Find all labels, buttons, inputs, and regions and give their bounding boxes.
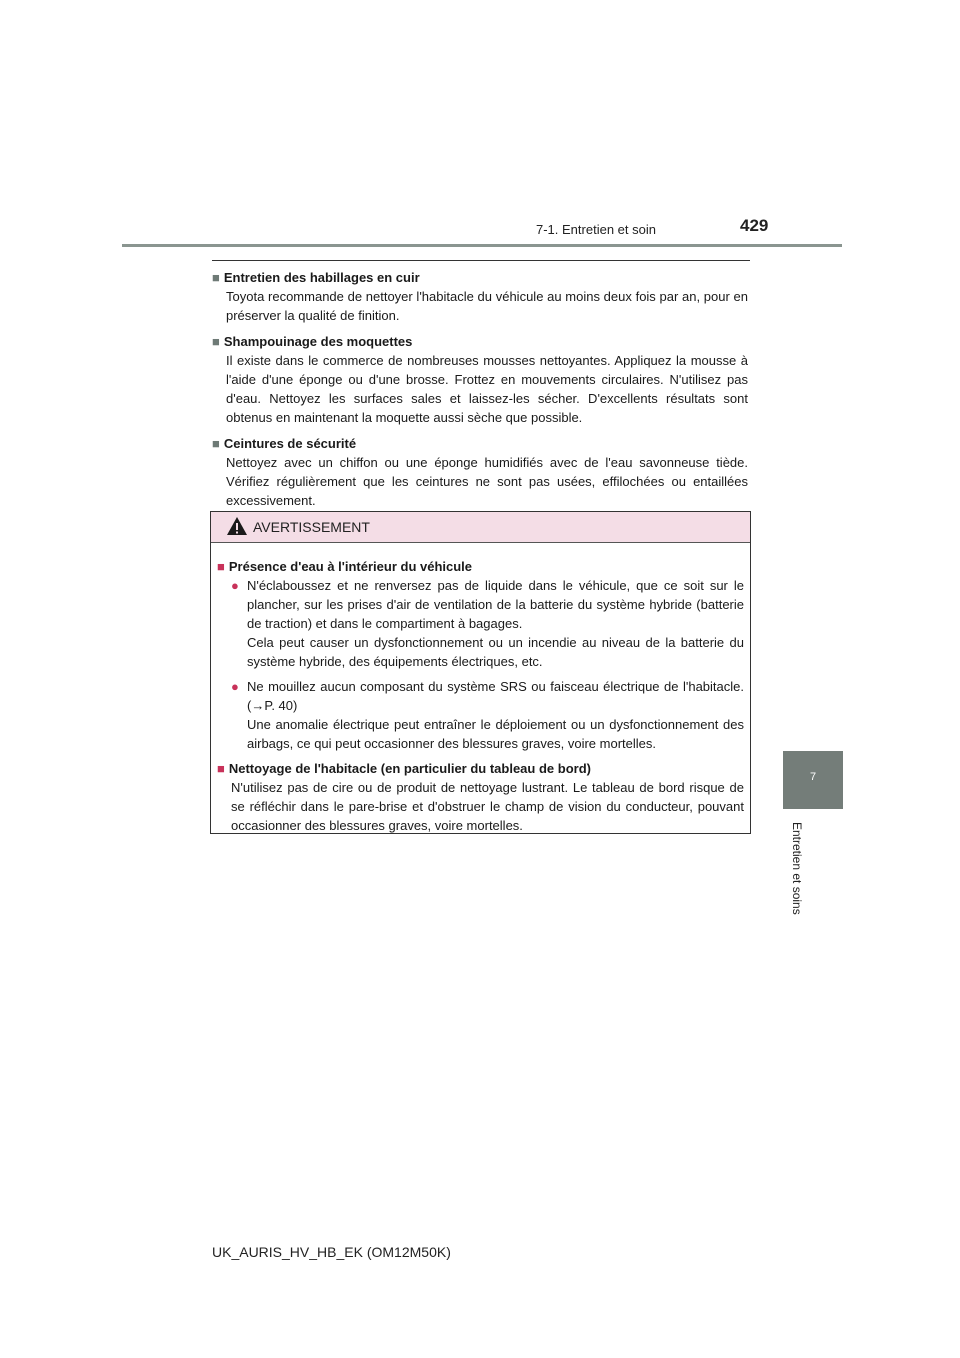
chapter-number: 7 [809, 771, 817, 783]
warning-bullet [231, 576, 744, 671]
bullet-text: Une anomalie électrique peut entraîner le déploiement ou un dysfonctionnement des airbags, ce qui peut occasionner des blessures graves, voire mortelles. [247, 717, 744, 751]
warning-section-title: Nettoyage de l'habitacle (en particulier du tableau de bord) [228, 761, 591, 776]
chapter-tab [783, 751, 843, 809]
main-content [212, 268, 748, 517]
footer-code: UK_AURIS_HV_HB_EK (OM12M50K) [212, 1244, 451, 1260]
square-bullet-icon: ■ [212, 270, 220, 285]
warning-section-title: Présence d'eau à l'intérieur du véhicule [228, 559, 473, 574]
chapter-label: Entretien et soins [790, 822, 804, 915]
warning-header [211, 512, 750, 543]
section-body: Nettoyez avec un chiffon ou une éponge humidifiés avec de l'eau savonneuse tiède. Vérifiez régulièrement que les ceintures ne sont pas usées, effilochées ou entaillées excessivement. [226, 455, 748, 508]
warning-title: AVERTISSEMENT [253, 519, 370, 535]
warning-paragraph: N'utilisez pas de cire ou de produit de nettoyage lustrant. Le tableau de bord risque de se réfléchir dans le pare-brise et d'obstruer le champ de vision du conducteur, pouvant occasionner des blessures graves, voire mortelles. [231, 780, 744, 833]
round-bullet-icon: ● [231, 578, 239, 593]
warning-bullet [231, 677, 744, 753]
square-bullet-icon: ■ [212, 334, 220, 349]
section-title: Shampouinage des moquettes [223, 334, 413, 349]
square-bullet-icon: ■ [212, 436, 220, 451]
section-title: Entretien des habillages en cuir [223, 270, 420, 285]
section-carpet [212, 332, 748, 427]
content-divider [212, 260, 750, 261]
warning-body [211, 543, 750, 835]
section-seatbelts [212, 434, 748, 510]
warning-box [210, 511, 751, 834]
square-bullet-icon: ■ [217, 761, 225, 776]
section-leather [212, 268, 748, 325]
section-title: Ceintures de sécurité [223, 436, 357, 451]
square-bullet-icon: ■ [217, 559, 225, 574]
header-section-title: 7-1. Entretien et soin [536, 222, 656, 237]
bullet-text: Cela peut causer un dysfonctionnement ou un incendie au niveau de la batterie du système hybride, des équipements électriques, etc. [247, 635, 744, 669]
bullet-text: N'éclaboussez et ne renversez pas de liquide dans le véhicule, que ce soit sur le plancher, sur les prises d'air de ventilation de la batterie du système hybride (batterie de traction) et dans le compartiment à bagages. [247, 578, 744, 631]
page-number: 429 [740, 216, 769, 235]
section-body: Toyota recommande de nettoyer l'habitacle du véhicule au moins deux fois par an, pour en préserver la qualité de finition. [226, 289, 748, 323]
round-bullet-icon: ● [231, 679, 239, 694]
header-divider [122, 244, 842, 247]
section-body: Il existe dans le commerce de nombreuses mousses nettoyantes. Appliquez la mousse à l'aide d'une éponge ou d'une brosse. Frottez en mouvements circulaires. N'utilisez pas d'eau. Nettoyez les surfaces sales et laissez-les sécher. D'excellents résultats sont obtenus en maintenant la moquette aussi sèche que possible. [226, 353, 748, 425]
bullet-text: Ne mouillez aucun composant du système SRS ou faisceau électrique de l'habitacle. (→P. 40) [247, 679, 744, 713]
warning-triangle-icon [226, 516, 248, 536]
